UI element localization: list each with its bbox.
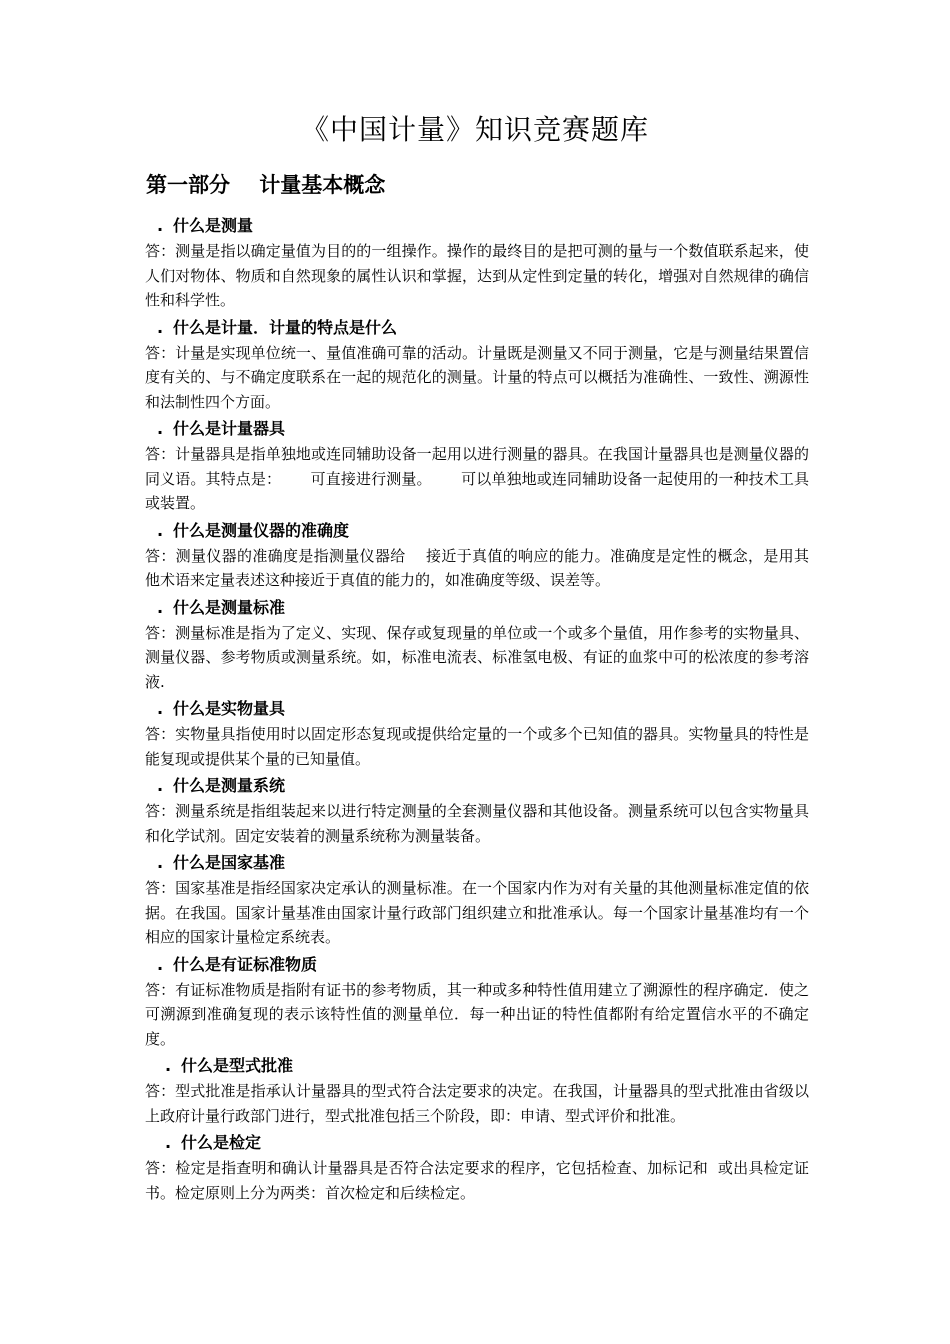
qa-item — [145, 315, 809, 415]
question-text: 什么是测量系统 — [173, 776, 286, 795]
answer-text: 答：有证标准物质是指附有证书的参考物质，其一种或多种特性值用建立了溯源性的程序确定．使之可溯源到准确复现的表示该特性值的测量单位．每一种出证的特性值都附有给定置信水平的不确定度。 — [145, 980, 809, 1048]
qa-item — [145, 1053, 809, 1128]
question-bullet: . — [157, 954, 164, 974]
question-heading — [145, 773, 809, 799]
answer-text: 答：测量是指以确定量值为目的的一组操作。操作的最终目的是把可测的量与一个数值联系起来，使人们对物体、物质和自然现象的属性认识和掌握，达到从定性到定量的转化，增强对自然规律的确信性和科学性。 — [145, 242, 809, 309]
question-bullet: . — [165, 1056, 172, 1075]
answer-text: 答：测量系统是指组装起来以进行特定测量的全套测量仪器和其他设备。测量系统可以包含实物量具和化学试剂。固定安装着的测量系统称为测量装备。 — [145, 802, 809, 845]
qa-item — [145, 696, 809, 771]
question-heading — [145, 416, 809, 442]
answer-text: 答：测量仪器的准确度是指测量仪器给 接近于真值的响应的能力。准确度是定性的概念，是用其他术语来定量表述这种接近于真值的能力的，如准确度等级、误差等。 — [145, 546, 809, 589]
question-bullet: . — [157, 776, 164, 795]
document-title: 《中国计量》知识竞赛题库 — [300, 113, 649, 146]
answer-text: 答：实物量具指使用时以固定形态复现或提供给定量的一个或多个已知值的器具。实物量具的特性是能复现或提供某个量的已知量值。 — [145, 725, 809, 768]
question-heading — [145, 1053, 809, 1079]
answer-text: 答：测量标准是指为了定义、实现、保存或复现量的单位或一个或多个量值，用作参考的实物量具、测量仪器、参考物质或测量系统。如，标准电流表、标准氢电极、有证的血浆中可的松浓度的参考溶液. — [145, 623, 809, 691]
question-heading — [145, 952, 809, 978]
qa-item — [145, 1130, 809, 1205]
question-bullet: . — [157, 317, 164, 337]
qa-item — [145, 518, 809, 593]
qa-item — [145, 213, 809, 313]
answer-text: 答：型式批准是指承认计量器具的型式符合法定要求的决定。在我国，计量器具的型式批准由省级以上政府计量行政部门进行，型式批准包括三个阶段，即：申请、型式评价和批准。 — [145, 1082, 809, 1125]
question-bullet: . — [157, 597, 164, 617]
qa-item — [145, 595, 809, 695]
question-heading — [145, 315, 809, 341]
answer-text: 答：检定是指查明和确认计量器具是否符合法定要求的程序，它包括检查、加标记和 或出具检定证书。检定原则上分为两类：首次检定和后续检定。 — [145, 1159, 809, 1202]
question-bullet: . — [157, 216, 164, 235]
qa-item — [145, 952, 809, 1052]
question-heading — [145, 1130, 809, 1156]
section-title: 第一部分 计量基本概念 — [146, 173, 386, 197]
question-heading — [145, 595, 809, 621]
qa-list — [145, 213, 809, 1207]
question-heading — [145, 850, 809, 876]
question-bullet: . — [165, 1133, 172, 1152]
question-bullet: . — [157, 520, 164, 540]
question-text: 什么是型式批准 — [181, 1056, 294, 1075]
question-text: 什么是计量器具 — [173, 419, 286, 438]
question-text: 什么是实物量具 — [173, 699, 286, 718]
question-text: 什么是计量．计量的特点是什么 — [173, 317, 398, 337]
question-bullet: . — [157, 853, 164, 872]
answer-text: 答：计量是实现单位统一、量值准确可靠的活动。计量既是测量又不同于测量，它是与测量结果置信度有关的、与不确定度联系在一起的规范化的测量。计量的特点可以概括为准确性、一致性、溯源性和法制性四个方面。 — [145, 343, 809, 411]
question-text: 什么是检定 — [181, 1133, 262, 1152]
question-heading — [145, 696, 809, 722]
answer-text: 答：计量器具是指单独地或连同辅助设备一起用以进行测量的器具。在我国计量器具也是测量仪器的同义语。其特点是： 可直接进行测量。 可以单独地或连同辅助设备一起使用的一种技术工具或装置。 — [145, 445, 809, 512]
qa-item — [145, 416, 809, 516]
qa-item — [145, 773, 809, 848]
qa-item — [145, 850, 809, 950]
question-bullet: . — [157, 419, 164, 438]
answer-text: 答：国家基准是指经国家决定承认的测量标准。在一个国家内作为对有关量的其他测量标准定值的依据。在我国。国家计量基准由国家计量行政部门组织建立和批准承认。每一个国家计量基准均有一个相应的国家计量检定系统表。 — [145, 879, 809, 946]
question-heading — [145, 518, 809, 544]
question-text: 什么是国家基准 — [173, 853, 286, 872]
question-bullet: . — [157, 699, 164, 718]
question-text: 什么是测量仪器的准确度 — [173, 520, 350, 540]
question-text: 什么是测量标准 — [173, 597, 286, 617]
question-text: 什么是测量 — [173, 216, 254, 235]
question-heading — [145, 213, 809, 239]
question-text: 什么是有证标准物质 — [173, 954, 318, 974]
